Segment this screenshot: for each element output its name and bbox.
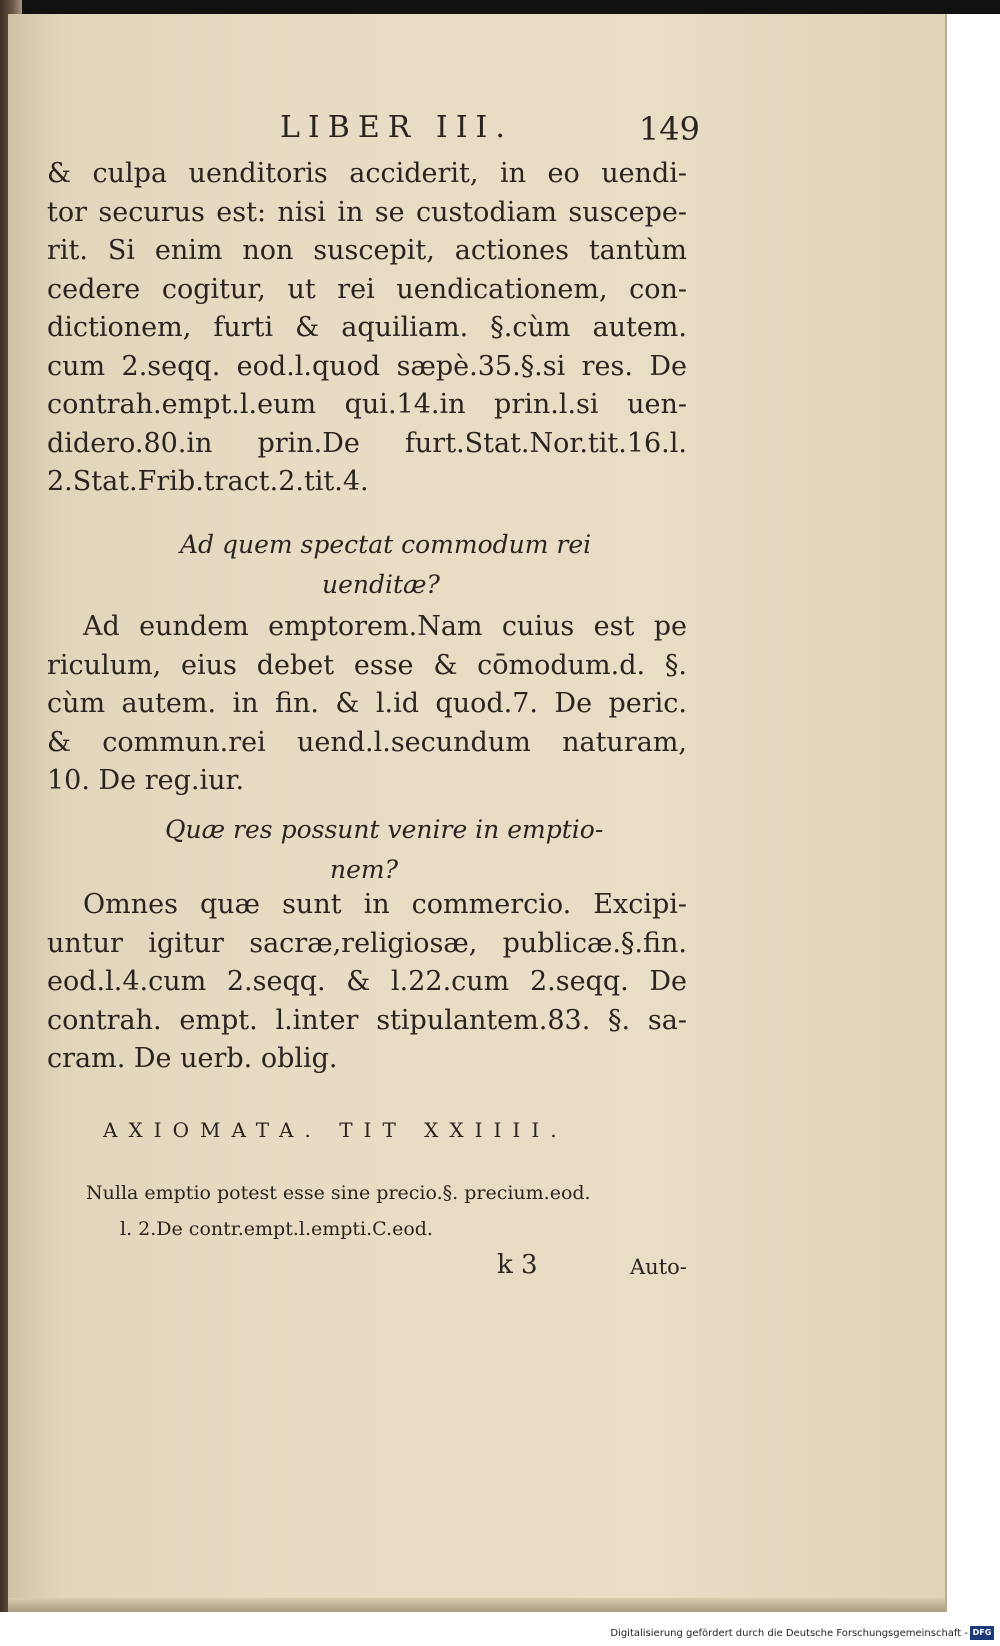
answer-2 <box>47 886 687 1079</box>
signature-mark: k 3 <box>497 1250 538 1280</box>
axiomata-line-2: l. 2.De contr.empt.l.empti.C.eod. <box>120 1218 433 1240</box>
paragraph-1-line: cum 2.seqq. eod.l.quod sæpè.35.§.si res. De <box>47 350 687 382</box>
page-number: 149 <box>638 110 700 148</box>
paragraph-1-line: tor securus est: nisi in se custodiam suscepe- <box>47 196 687 228</box>
answer-2-line: cram. De uerb. oblig. <box>47 1043 338 1074</box>
question-1-line-2: uenditæ? <box>322 570 440 599</box>
answer-1-line: riculum, eius debet esse & cōmodum.d. §. <box>47 649 687 681</box>
question-1-line-1: Ad quem spectat commodum rei <box>180 530 592 559</box>
answer-2-line: Omnes quæ sunt in commercio. Excipi- <box>83 889 687 920</box>
page-bottom-edge <box>8 1598 945 1612</box>
question-2-line-2: nem? <box>330 855 399 884</box>
paragraph-1-line: & culpa uenditoris acciderit, in eo uendi- <box>47 158 687 189</box>
paragraph-1-line: 2.Stat.Frib.tract.2.tit.4. <box>47 466 369 497</box>
axiomata-line-1: Nulla emptio potest esse sine precio.§. precium.eod. <box>86 1182 591 1204</box>
answer-1-line: Ad eundem emptorem.Nam cuius est pe <box>83 611 687 642</box>
catchword: Auto- <box>630 1255 687 1279</box>
answer-2-line: eod.l.4.cum 2.seqq. & l.22.cum 2.seqq. De <box>47 966 687 997</box>
scan-top-edge <box>0 0 1000 14</box>
paragraph-1 <box>47 155 687 502</box>
running-head <box>280 110 700 150</box>
dfg-logo: DFG <box>970 1626 994 1640</box>
answer-1-line: & commun.rei uend.l.secundum naturam, <box>47 726 687 758</box>
funding-credit: Digitalisierung gefördert durch die Deutsche Forschungsgemeinschaft - <box>610 1628 968 1639</box>
running-head-title: LIBER III. <box>280 110 513 145</box>
answer-1 <box>47 608 687 801</box>
question-2-line-1: Quæ res possunt venire in emptio- <box>165 815 604 844</box>
paragraph-1-line: didero.80.in prin.De furt.Stat.Nor.tit.16.l. <box>47 427 687 459</box>
answer-2-line: contrah. empt. l.inter stipulantem.83. §. sa- <box>47 1004 687 1036</box>
paragraph-1-line: contrah.empt.l.eum qui.14.in prin.l.si uen- <box>47 389 687 420</box>
paragraph-1-line: dictionem, furti & aquiliam. §.cùm autem. <box>47 312 687 343</box>
answer-1-line: 10. De reg.iur. <box>47 765 245 796</box>
paragraph-1-line: rit. Si enim non suscepit, actiones tantùm <box>47 235 687 266</box>
answer-1-line: cùm autem. in fin. & l.id quod.7. De peric. <box>47 688 687 719</box>
axiomata-heading: AXIOMATA. TIT XXIIII. <box>103 1118 568 1142</box>
answer-2-line: untur igitur sacræ,religiosæ, publicæ.§.fin. <box>47 927 687 959</box>
paragraph-1-line: cedere cogitur, ut rei uendicationem, con- <box>47 273 687 305</box>
